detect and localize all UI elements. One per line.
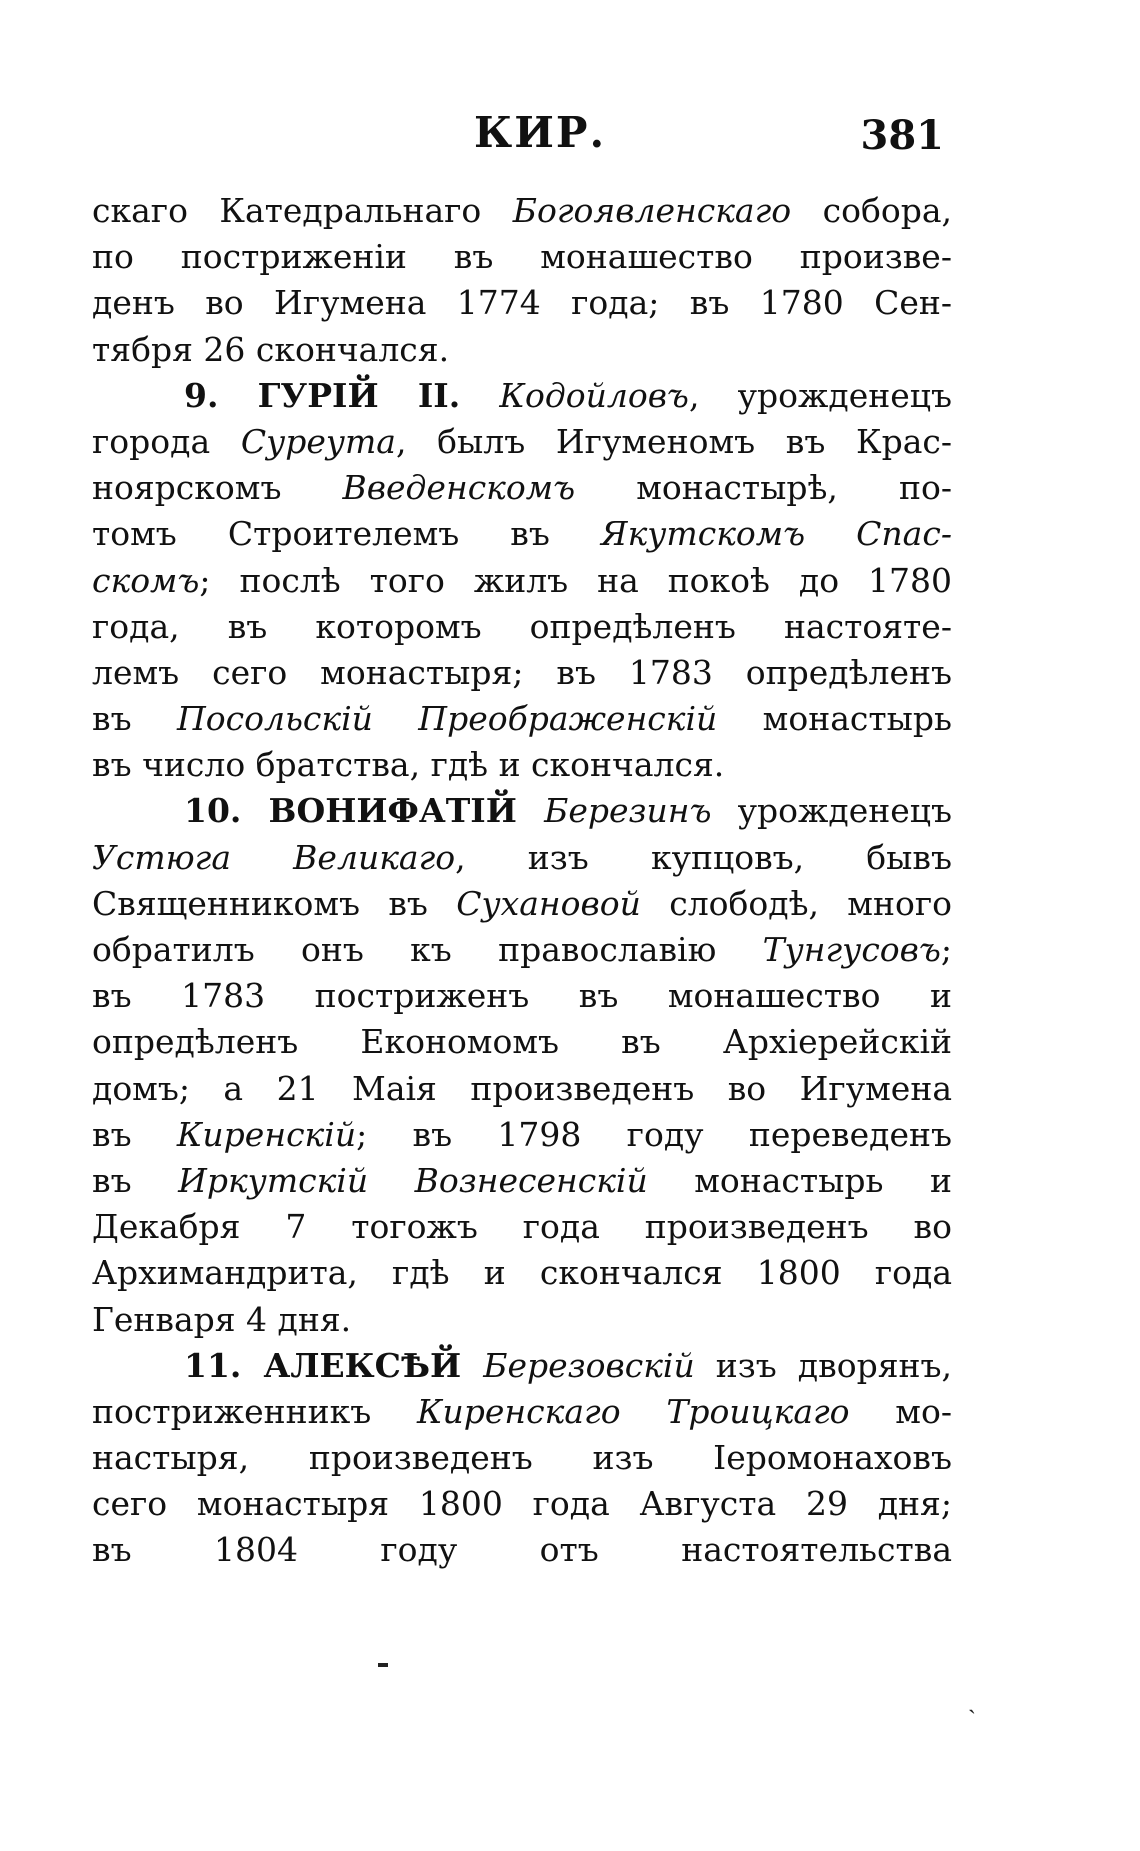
text-segment: сего монастыря 1800 года Августа 29 дня; [92,1484,952,1524]
text-line [92,280,952,326]
italic-name: Киренскій [176,1114,357,1154]
text-segment: ; [940,930,952,969]
text-segment: ; послѣ того жилъ на покоѣ до 1780 [199,560,952,600]
italic-name: скомъ [92,560,200,600]
text-line [92,1481,952,1527]
text-segment: въ [92,699,177,739]
text-line [92,1435,952,1481]
text-line [92,465,952,511]
text-segment: скаго Катедральнаго [92,191,513,230]
text-segment: , былъ Игуменомъ въ Крас- [395,421,953,461]
text-segment: , изъ купцовъ, бывъ [455,837,952,877]
text-segment: Архимандрита, гдѣ и скончался 1800 года [92,1253,952,1293]
page-body-text [92,188,952,1574]
text-segment: Священникомъ въ [92,883,457,923]
text-line [92,1527,952,1573]
text-segment: въ 1783 постриженъ въ монашество и [92,976,952,1016]
text-segment: обратилъ онъ къ православію [92,930,763,969]
text-line [92,1250,952,1296]
text-line [92,1204,952,1250]
entry-heading: 10. ВОНИФАТІЙ [184,791,545,831]
italic-name: Якутскомъ Спас- [600,514,952,554]
text-segment: монастырь [717,699,952,739]
text-line [92,604,952,650]
text-segment: слободѣ, много [640,883,952,923]
text-line [92,1112,952,1158]
text-segment: настыря, произведенъ изъ Іеромонаховъ [92,1438,952,1478]
italic-name: Березовскій [483,1345,695,1385]
text-segment: монастырѣ, по- [575,468,953,508]
italic-name: Богоявленскаго [512,191,792,230]
text-segment: тября 26 скончался. [92,329,450,369]
text-segment: изъ дворянъ, [694,1345,952,1385]
text-segment: въ число братства, гдѣ и скончался. [92,745,725,785]
text-segment: ноярскомъ [92,468,343,508]
text-line [92,1343,952,1389]
text-segment: томъ Строителемъ въ [92,514,601,554]
text-line [92,788,952,834]
text-line [92,511,952,557]
entry-heading: 9. ГУРІЙ II. [184,375,500,415]
text-line [92,742,952,788]
text-line [92,650,952,696]
text-line [92,881,952,927]
stray-mark: ˏ [968,1686,976,1714]
italic-name: Посольскій Преображенскій [176,699,718,739]
page-header [94,108,944,168]
italic-name: Введенскомъ [342,468,576,508]
text-segment: ; въ 1798 году переведенъ [356,1114,952,1154]
italic-name: Сухановой [456,883,641,923]
italic-name: Березинъ [544,791,712,831]
text-segment: постриженникъ [92,1391,417,1431]
text-segment: въ 1804 году отъ настоятельства [92,1530,952,1570]
text-line [92,327,952,373]
text-line [92,1158,952,1204]
text-segment: лемъ сего монастыря; въ 1783 опредѣленъ [92,652,952,692]
italic-name: Суреута [240,421,396,461]
text-segment: года, въ которомъ опредѣленъ настояте- [92,606,952,646]
italic-name: Кодойловъ [499,375,689,415]
text-line [92,419,952,465]
text-line [92,188,952,234]
text-line [92,696,952,742]
italic-name: Киренскаго Троицкаго [416,1391,850,1431]
text-segment: въ [92,1114,177,1154]
text-segment: мо- [849,1391,952,1431]
text-line [92,1019,952,1065]
italic-name: Иркутскій Вознесенскій [178,1160,648,1200]
text-line [92,973,952,1019]
text-line [92,1389,952,1435]
text-segment: въ [92,1160,179,1200]
text-line [92,234,952,280]
text-line [92,835,952,881]
text-segment: , урожденецъ [688,375,952,415]
text-segment: Декабря 7 тогожъ года произведенъ во [92,1207,952,1247]
text-segment: домъ; а 21 Маія произведенъ во Игумена [92,1068,952,1108]
text-segment: урожденецъ [711,791,952,831]
italic-name: Устюга Великаго [92,837,456,877]
text-line [92,373,952,419]
running-head: КИР. [474,108,607,157]
italic-name: Тунгусовъ [762,930,941,969]
text-segment: собора, [791,191,952,230]
text-line [92,558,952,604]
text-line [92,1066,952,1112]
text-segment: монастырь и [647,1160,952,1200]
text-line [92,927,952,973]
printer-mark [378,1663,388,1667]
page-number: 381 [860,112,944,159]
text-segment: города [92,421,241,461]
text-segment: денъ во Игумена 1774 года; въ 1780 Сен- [92,283,952,323]
text-segment: опредѣленъ Економомъ въ Архіерейскій [92,1022,952,1062]
text-segment: Генваря 4 дня. [92,1299,352,1339]
text-segment: по постриженіи въ монашество произве- [92,237,952,277]
entry-heading: 11. АЛЕКСѢЙ [184,1345,484,1385]
text-line [92,1297,952,1343]
